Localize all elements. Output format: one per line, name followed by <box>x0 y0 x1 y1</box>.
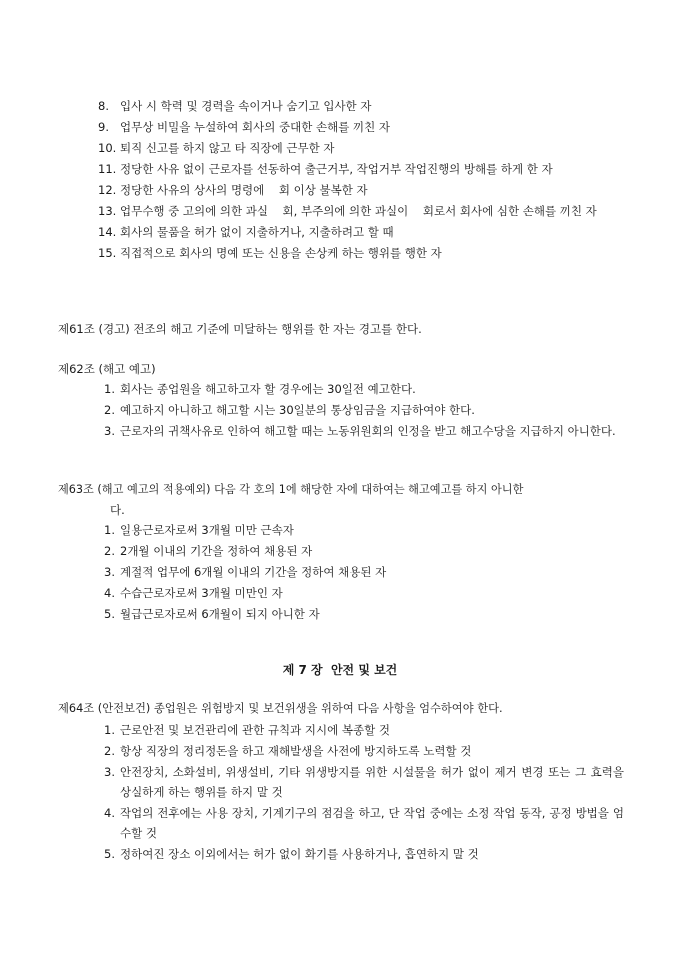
item-text: 정당한 사유의 상사의 명령에 회 이상 불복한 자 <box>120 183 368 197</box>
list-item <box>98 222 624 242</box>
item-text: 입사 시 학력 및 경력을 속이거나 숨기고 입사한 자 <box>120 99 372 113</box>
item-number: 4. <box>104 806 115 820</box>
list-item <box>104 720 624 740</box>
item-text: 작업의 전후에는 사용 장치, 기계기구의 점검을 하고, 단 작업 중에는 소정 작업 동작, 공정 방법을 엄수할 것 <box>120 806 624 840</box>
article-63-heading-line2: 다. <box>110 503 125 517</box>
list-item <box>104 803 624 843</box>
article-64 <box>58 699 624 719</box>
list-item <box>104 844 624 864</box>
item-number: 5. <box>104 847 115 861</box>
article-63-heading-line1: 제63조 (해고 예고의 적용예외) 다음 각 호의 1에 해당한 자에 대하여는 해고예고를 하지 아니한 <box>58 483 524 496</box>
item-number: 14. <box>98 225 117 239</box>
item-number: 3. <box>104 565 115 579</box>
item-text: 퇴직 신고를 하지 않고 타 직장에 근무한 자 <box>120 141 335 155</box>
item-number: 3. <box>104 424 115 438</box>
item-number: 4. <box>104 586 115 600</box>
article-61 <box>58 319 624 339</box>
item-text: 업무수행 중 고의에 의한 과실 회, 부주의에 의한 과실이 회로서 회사에 심한 손해를 끼친 자 <box>120 204 597 218</box>
article-63-list <box>104 520 624 625</box>
item-text: 회사는 종업원을 해고하고자 할 경우에는 30일전 예고한다. <box>120 382 416 396</box>
item-text: 항상 직장의 정리정돈을 하고 재해발생을 사전에 방지하도록 노력할 것 <box>120 744 472 758</box>
item-text: 월급근로자로써 6개월이 되지 아니한 자 <box>120 607 320 621</box>
list-item <box>104 379 624 399</box>
item-number: 15. <box>98 246 117 260</box>
list-item <box>104 400 624 420</box>
item-number: 11. <box>98 162 117 176</box>
article-63 <box>58 480 624 520</box>
article-62-heading: 제62조 (해고 예고) <box>58 362 156 376</box>
item-text: 안전장치, 소화설비, 위생설비, 기타 위생방지를 위한 시설물을 허가 없이 제거 변경 또는 그 효력을 상실하게 하는 행위를 하지 말 것 <box>120 765 624 799</box>
list-item <box>104 604 624 624</box>
item-text: 회사의 물품을 허가 없이 지출하거나, 지출하려고 할 때 <box>120 225 394 239</box>
item-text: 직접적으로 회사의 명예 또는 신용을 손상케 하는 행위를 행한 자 <box>120 246 442 260</box>
item-number: 3. <box>104 765 115 779</box>
list-item <box>104 421 624 441</box>
list-item <box>98 96 624 116</box>
continued-list <box>98 96 624 264</box>
article-64-list <box>104 720 624 865</box>
item-number: 2. <box>104 744 115 758</box>
article-62 <box>58 359 624 379</box>
list-item <box>98 159 624 179</box>
item-number: 1. <box>104 523 115 537</box>
list-item <box>98 201 624 221</box>
item-number: 13. <box>98 204 117 218</box>
item-text: 정하여진 장소 이외에서는 허가 없이 화기를 사용하거나, 흡연하지 말 것 <box>120 847 479 861</box>
item-text: 정당한 사유 없이 근로자를 선동하여 출근거부, 작업거부 작업진행의 방해를 하게 한 자 <box>120 162 553 176</box>
list-item <box>104 741 624 761</box>
item-number: 12. <box>98 183 117 197</box>
item-number: 1. <box>104 382 115 396</box>
item-text: 근로자의 귀책사유로 인하여 해고할 때는 노동위원회의 인정을 받고 해고수당을 지급하지 아니한다. <box>120 424 616 438</box>
item-text: 일용근로자로써 3개월 미만 근속자 <box>120 523 294 537</box>
item-text: 2개월 이내의 기간을 정하여 채용된 자 <box>120 544 313 558</box>
item-number: 5. <box>104 607 115 621</box>
list-item <box>104 562 624 582</box>
item-number: 10. <box>98 141 117 155</box>
item-number: 8. <box>98 99 109 113</box>
article-64-heading: 제64조 (안전보건) 종업원은 위험방지 및 보건위생을 위하여 다음 사항을 엄수하여야 한다. <box>58 702 503 715</box>
item-text: 업무상 비밀을 누설하여 회사의 중대한 손해를 끼친 자 <box>120 120 390 134</box>
list-item <box>98 243 624 263</box>
list-item <box>98 180 624 200</box>
list-item <box>104 520 624 540</box>
item-text: 근로안전 및 보건관리에 관한 규칙과 지시에 복종할 것 <box>120 723 390 737</box>
item-number: 2. <box>104 403 115 417</box>
list-item <box>104 762 624 802</box>
chapter-title: 제 7 장 안전 및 보건 <box>282 663 398 677</box>
item-number: 1. <box>104 723 115 737</box>
item-number: 9. <box>98 120 109 134</box>
item-text: 수습근로자로써 3개월 미만인 자 <box>120 586 283 600</box>
list-item <box>98 138 624 158</box>
list-item <box>104 583 624 603</box>
article-62-list <box>104 379 624 442</box>
list-item <box>104 541 624 561</box>
article-61-text: 제61조 (경고) 전조의 해고 기준에 미달하는 행위를 한 자는 경고를 한다. <box>58 322 422 336</box>
list-item <box>98 117 624 137</box>
item-number: 2. <box>104 544 115 558</box>
item-text: 계절적 업무에 6개월 이내의 기간을 정하여 채용된 자 <box>120 565 387 579</box>
item-text: 예고하지 아니하고 해고할 시는 30일분의 통상임금을 지급하여야 한다. <box>120 403 475 417</box>
